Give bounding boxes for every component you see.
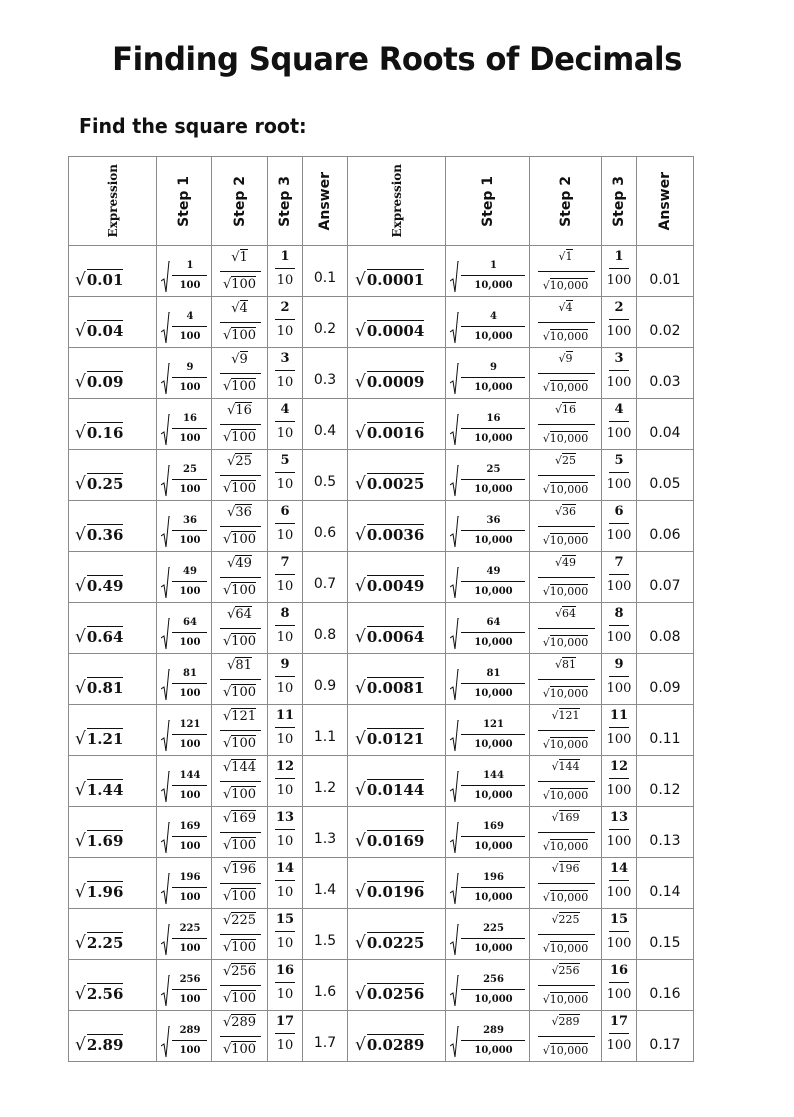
right-step3-cell: 9 100 <box>602 654 637 705</box>
right-step1-cell: 121 10,000 <box>446 705 530 756</box>
left-step1-cell: 36 100 <box>157 501 212 552</box>
right-step1-cell: 196 10,000 <box>446 858 530 909</box>
radical-sign-icon <box>161 720 170 752</box>
table-row <box>69 807 694 858</box>
left-answer-cell: 0.2 <box>303 297 348 348</box>
right-step1-cell: 169 10,000 <box>446 807 530 858</box>
radical-sign-icon <box>450 567 459 599</box>
left-expression-cell: √1.21 <box>69 705 157 756</box>
right-expression-cell: √0.0025 <box>348 450 446 501</box>
left-step1-cell: 49 100 <box>157 552 212 603</box>
page-title: Finding Square Roots of Decimals <box>112 40 682 78</box>
right-answer-cell: 0.14 <box>637 858 694 909</box>
left-step2-cell: √121 √100 <box>212 705 268 756</box>
right-expression-cell: √0.0169 <box>348 807 446 858</box>
right-expression-cell: √0.0144 <box>348 756 446 807</box>
right-step2-cell: √1 √10,000 <box>530 246 602 297</box>
left-step2-cell: √36 √100 <box>212 501 268 552</box>
table-row <box>69 858 694 909</box>
right-answer-cell: 0.02 <box>637 297 694 348</box>
left-step3-cell: 1 10 <box>268 246 303 297</box>
radical-sign-icon <box>450 1026 459 1058</box>
header-step2-left: Step 2 <box>212 157 268 246</box>
table-row <box>69 297 694 348</box>
right-step3-cell: 6 100 <box>602 501 637 552</box>
left-step3-cell: 6 10 <box>268 501 303 552</box>
right-step2-cell: √81 √10,000 <box>530 654 602 705</box>
right-expression-cell: √0.0004 <box>348 297 446 348</box>
left-step3-cell: 2 10 <box>268 297 303 348</box>
radical-sign-icon <box>161 516 170 548</box>
left-expression-cell: √1.96 <box>69 858 157 909</box>
left-answer-cell: 1.6 <box>303 960 348 1011</box>
radical-sign-icon <box>450 771 459 803</box>
radical-sign-icon <box>161 822 170 854</box>
right-step2-cell: √121 √10,000 <box>530 705 602 756</box>
left-answer-cell: 0.3 <box>303 348 348 399</box>
left-expression-cell: √0.16 <box>69 399 157 450</box>
header-step3-left: Step 3 <box>268 157 303 246</box>
left-step2-cell: √169 √100 <box>212 807 268 858</box>
right-step2-cell: √196 √10,000 <box>530 858 602 909</box>
left-expression-cell: √2.89 <box>69 1011 157 1062</box>
left-answer-cell: 0.1 <box>303 246 348 297</box>
right-expression-cell: √0.0196 <box>348 858 446 909</box>
left-step3-cell: 15 10 <box>268 909 303 960</box>
right-step3-cell: 8 100 <box>602 603 637 654</box>
left-step3-cell: 14 10 <box>268 858 303 909</box>
left-expression-cell: √0.25 <box>69 450 157 501</box>
radical-sign-icon <box>450 975 459 1007</box>
radical-sign-icon <box>450 261 459 293</box>
radical-sign-icon <box>161 1026 170 1058</box>
left-step1-cell: 16 100 <box>157 399 212 450</box>
radical-sign-icon <box>161 567 170 599</box>
left-answer-cell: 1.2 <box>303 756 348 807</box>
right-expression-cell: √0.0001 <box>348 246 446 297</box>
right-step3-cell: 5 100 <box>602 450 637 501</box>
radical-sign-icon <box>450 873 459 905</box>
right-step3-cell: 17 100 <box>602 1011 637 1062</box>
radical-sign-icon <box>161 465 170 497</box>
right-answer-cell: 0.06 <box>637 501 694 552</box>
right-expression-cell: √0.0121 <box>348 705 446 756</box>
right-step2-cell: √169 √10,000 <box>530 807 602 858</box>
left-step1-cell: 169 100 <box>157 807 212 858</box>
left-step2-cell: √49 √100 <box>212 552 268 603</box>
left-step3-cell: 3 10 <box>268 348 303 399</box>
right-answer-cell: 0.03 <box>637 348 694 399</box>
left-step1-cell: 225 100 <box>157 909 212 960</box>
header-step3-right: Step 3 <box>602 157 637 246</box>
table-row <box>69 705 694 756</box>
left-expression-cell: √0.36 <box>69 501 157 552</box>
left-expression-cell: √2.56 <box>69 960 157 1011</box>
radical-sign-icon <box>161 924 170 956</box>
right-answer-cell: 0.16 <box>637 960 694 1011</box>
radical-sign-icon <box>161 669 170 701</box>
table-row <box>69 501 694 552</box>
table-row <box>69 348 694 399</box>
left-step3-cell: 13 10 <box>268 807 303 858</box>
right-answer-cell: 0.04 <box>637 399 694 450</box>
right-expression-cell: √0.0225 <box>348 909 446 960</box>
table-row <box>69 399 694 450</box>
right-step2-cell: √36 √10,000 <box>530 501 602 552</box>
right-step1-cell: 49 10,000 <box>446 552 530 603</box>
left-step2-cell: √289 √100 <box>212 1011 268 1062</box>
left-answer-cell: 1.7 <box>303 1011 348 1062</box>
right-step3-cell: 13 100 <box>602 807 637 858</box>
left-answer-cell: 1.5 <box>303 909 348 960</box>
left-expression-cell: √0.04 <box>69 297 157 348</box>
left-step2-cell: √196 √100 <box>212 858 268 909</box>
left-step3-cell: 17 10 <box>268 1011 303 1062</box>
right-expression-cell: √0.0016 <box>348 399 446 450</box>
radical-sign-icon <box>450 414 459 446</box>
radical-sign-icon <box>450 465 459 497</box>
table-row <box>69 450 694 501</box>
right-step2-cell: √25 √10,000 <box>530 450 602 501</box>
right-answer-cell: 0.13 <box>637 807 694 858</box>
left-step2-cell: √1 √100 <box>212 246 268 297</box>
right-step2-cell: √225 √10,000 <box>530 909 602 960</box>
radical-sign-icon <box>161 873 170 905</box>
right-step2-cell: √289 √10,000 <box>530 1011 602 1062</box>
radical-sign-icon <box>450 618 459 650</box>
right-answer-cell: 0.08 <box>637 603 694 654</box>
table-row <box>69 756 694 807</box>
right-step1-cell: 64 10,000 <box>446 603 530 654</box>
radical-sign-icon <box>450 363 459 395</box>
right-step1-cell: 4 10,000 <box>446 297 530 348</box>
left-step3-cell: 11 10 <box>268 705 303 756</box>
right-step2-cell: √9 √10,000 <box>530 348 602 399</box>
right-step1-cell: 16 10,000 <box>446 399 530 450</box>
left-step1-cell: 1 100 <box>157 246 212 297</box>
left-expression-cell: √0.01 <box>69 246 157 297</box>
left-step2-cell: √9 √100 <box>212 348 268 399</box>
left-step1-cell: 25 100 <box>157 450 212 501</box>
table-row <box>69 603 694 654</box>
radical-sign-icon <box>450 822 459 854</box>
radical-sign-icon <box>450 669 459 701</box>
left-step2-cell: √25 √100 <box>212 450 268 501</box>
right-step2-cell: √49 √10,000 <box>530 552 602 603</box>
right-step2-cell: √144 √10,000 <box>530 756 602 807</box>
right-answer-cell: 0.09 <box>637 654 694 705</box>
left-step3-cell: 4 10 <box>268 399 303 450</box>
right-step1-cell: 144 10,000 <box>446 756 530 807</box>
left-expression-cell: √0.64 <box>69 603 157 654</box>
right-step1-cell: 9 10,000 <box>446 348 530 399</box>
left-answer-cell: 1.4 <box>303 858 348 909</box>
left-answer-cell: 0.4 <box>303 399 348 450</box>
header-answer-right: Answer <box>637 157 694 246</box>
left-step1-cell: 256 100 <box>157 960 212 1011</box>
radical-sign-icon <box>450 516 459 548</box>
radical-sign-icon <box>161 363 170 395</box>
left-step2-cell: √4 √100 <box>212 297 268 348</box>
left-expression-cell: √1.44 <box>69 756 157 807</box>
table-row <box>69 909 694 960</box>
left-answer-cell: 1.1 <box>303 705 348 756</box>
right-step3-cell: 14 100 <box>602 858 637 909</box>
square-root-table <box>68 156 694 1062</box>
left-step3-cell: 16 10 <box>268 960 303 1011</box>
radical-sign-icon <box>161 975 170 1007</box>
radical-sign-icon <box>450 924 459 956</box>
table-row <box>69 552 694 603</box>
right-step3-cell: 12 100 <box>602 756 637 807</box>
right-answer-cell: 0.05 <box>637 450 694 501</box>
right-expression-cell: √0.0256 <box>348 960 446 1011</box>
radical-sign-icon <box>450 720 459 752</box>
radical-sign-icon <box>161 261 170 293</box>
right-step1-cell: 1 10,000 <box>446 246 530 297</box>
right-expression-cell: √0.0009 <box>348 348 446 399</box>
right-step3-cell: 11 100 <box>602 705 637 756</box>
right-answer-cell: 0.01 <box>637 246 694 297</box>
left-answer-cell: 1.3 <box>303 807 348 858</box>
left-step1-cell: 144 100 <box>157 756 212 807</box>
radical-sign-icon <box>161 312 170 344</box>
table-row <box>69 246 694 297</box>
left-step1-cell: 289 100 <box>157 1011 212 1062</box>
radical-sign-icon <box>450 312 459 344</box>
left-step1-cell: 121 100 <box>157 705 212 756</box>
radical-sign-icon <box>161 618 170 650</box>
header-step1-left: Step 1 <box>157 157 212 246</box>
right-step1-cell: 289 10,000 <box>446 1011 530 1062</box>
header-expression-left: Expression <box>69 157 157 246</box>
header-answer-left: Answer <box>303 157 348 246</box>
left-step2-cell: √225 √100 <box>212 909 268 960</box>
left-step2-cell: √144 √100 <box>212 756 268 807</box>
left-step2-cell: √64 √100 <box>212 603 268 654</box>
left-expression-cell: √2.25 <box>69 909 157 960</box>
left-step3-cell: 8 10 <box>268 603 303 654</box>
left-answer-cell: 0.9 <box>303 654 348 705</box>
right-step3-cell: 2 100 <box>602 297 637 348</box>
right-answer-cell: 0.11 <box>637 705 694 756</box>
left-step1-cell: 64 100 <box>157 603 212 654</box>
right-step1-cell: 36 10,000 <box>446 501 530 552</box>
right-step3-cell: 7 100 <box>602 552 637 603</box>
header-step1-right: Step 1 <box>446 157 530 246</box>
right-step3-cell: 1 100 <box>602 246 637 297</box>
right-answer-cell: 0.12 <box>637 756 694 807</box>
table-row <box>69 960 694 1011</box>
right-step3-cell: 4 100 <box>602 399 637 450</box>
radical-sign-icon <box>161 771 170 803</box>
right-step2-cell: √16 √10,000 <box>530 399 602 450</box>
left-step3-cell: 5 10 <box>268 450 303 501</box>
left-expression-cell: √0.09 <box>69 348 157 399</box>
radical-sign-icon <box>161 414 170 446</box>
left-step2-cell: √16 √100 <box>212 399 268 450</box>
right-answer-cell: 0.15 <box>637 909 694 960</box>
right-step1-cell: 225 10,000 <box>446 909 530 960</box>
right-step1-cell: 256 10,000 <box>446 960 530 1011</box>
left-expression-cell: √0.49 <box>69 552 157 603</box>
left-step1-cell: 9 100 <box>157 348 212 399</box>
left-step3-cell: 12 10 <box>268 756 303 807</box>
header-step2-right: Step 2 <box>530 157 602 246</box>
left-step2-cell: √81 √100 <box>212 654 268 705</box>
left-step3-cell: 7 10 <box>268 552 303 603</box>
left-step1-cell: 4 100 <box>157 297 212 348</box>
table-row <box>69 654 694 705</box>
left-answer-cell: 0.7 <box>303 552 348 603</box>
right-step2-cell: √64 √10,000 <box>530 603 602 654</box>
left-answer-cell: 0.6 <box>303 501 348 552</box>
right-step3-cell: 3 100 <box>602 348 637 399</box>
right-step3-cell: 15 100 <box>602 909 637 960</box>
right-expression-cell: √0.0064 <box>348 603 446 654</box>
right-answer-cell: 0.07 <box>637 552 694 603</box>
left-step3-cell: 9 10 <box>268 654 303 705</box>
left-step2-cell: √256 √100 <box>212 960 268 1011</box>
right-answer-cell: 0.17 <box>637 1011 694 1062</box>
left-step1-cell: 196 100 <box>157 858 212 909</box>
header-expression-right: Expression <box>348 157 446 246</box>
left-answer-cell: 0.5 <box>303 450 348 501</box>
right-step1-cell: 81 10,000 <box>446 654 530 705</box>
right-expression-cell: √0.0049 <box>348 552 446 603</box>
right-step2-cell: √256 √10,000 <box>530 960 602 1011</box>
right-expression-cell: √0.0081 <box>348 654 446 705</box>
instructions: Find the square root: <box>79 114 307 138</box>
right-expression-cell: √0.0036 <box>348 501 446 552</box>
left-expression-cell: √1.69 <box>69 807 157 858</box>
left-expression-cell: √0.81 <box>69 654 157 705</box>
right-expression-cell: √0.0289 <box>348 1011 446 1062</box>
left-answer-cell: 0.8 <box>303 603 348 654</box>
table-row <box>69 1011 694 1062</box>
right-step1-cell: 25 10,000 <box>446 450 530 501</box>
left-step1-cell: 81 100 <box>157 654 212 705</box>
header-row <box>69 157 694 246</box>
right-step2-cell: √4 √10,000 <box>530 297 602 348</box>
right-step3-cell: 16 100 <box>602 960 637 1011</box>
